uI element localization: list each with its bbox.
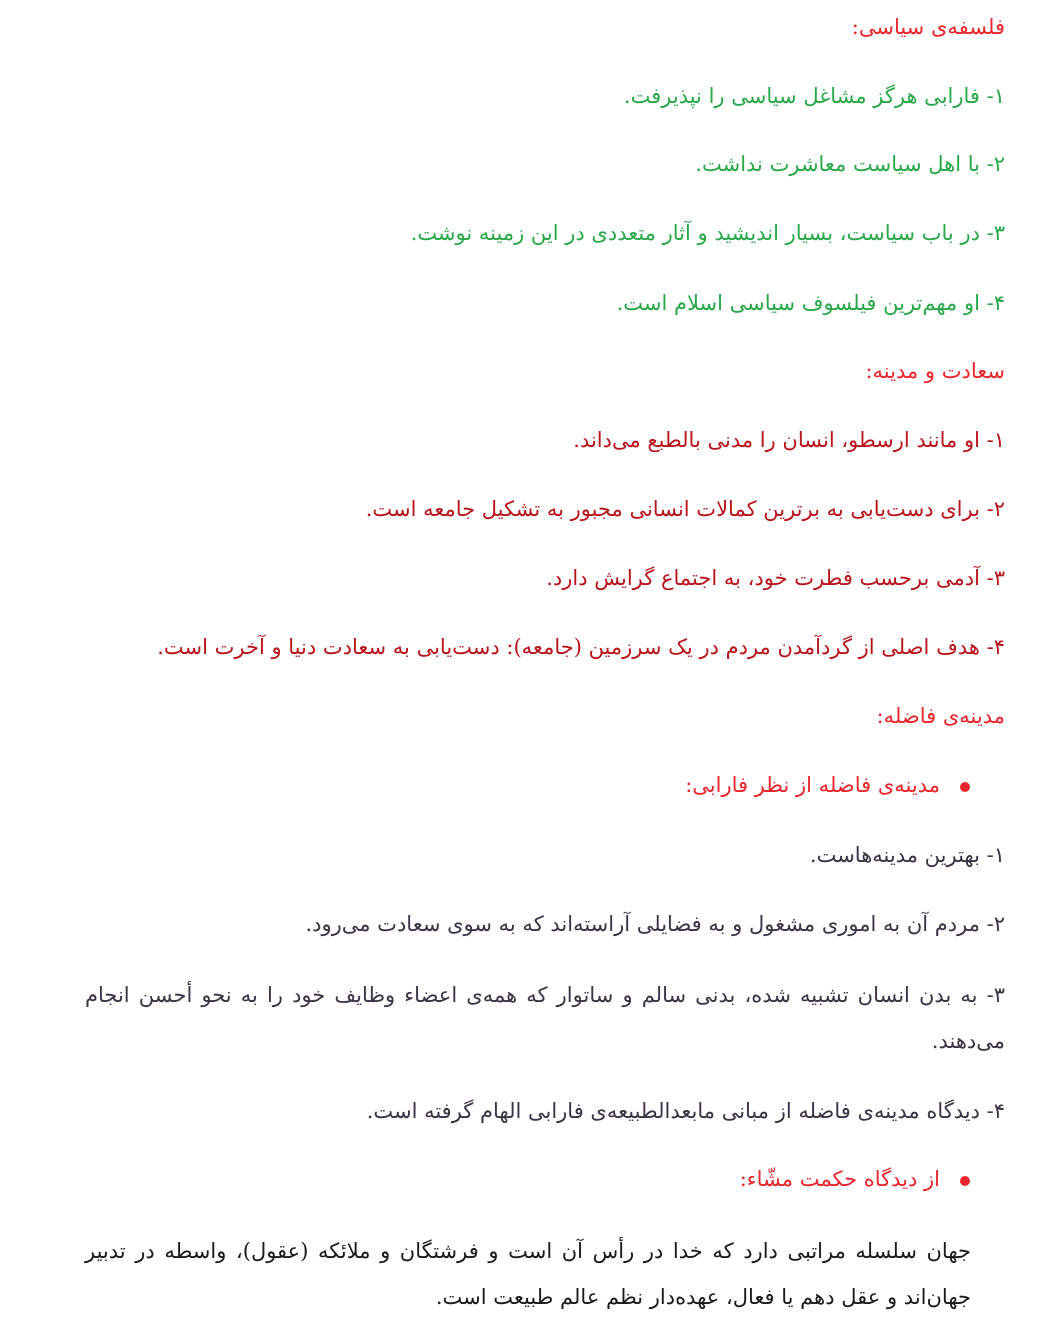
list-item: ۴- دیدگاه مدینه‌ی فاضله از مبانی مابعدالطبیعه‌ی فارابی الهام گرفته است. (366, 1099, 1005, 1123)
bullet-dot-icon (960, 1176, 970, 1186)
bullet-peripatetic (740, 1164, 970, 1194)
section-title-happiness-city: سعادت و مدینه: (865, 359, 1005, 383)
list-item: ۴- هدف اصلی از گردآمدن مردم در یک سرزمین (جامعه): دست‌یابی به سعادت دنیا و آخرت است. (157, 635, 1005, 659)
bullet-peripatetic-label: از دیدگاه حکمت مشّاء: (739, 1167, 940, 1191)
list-item: ۲- برای دست‌یابی به برترین کمالات انسانی مجبور به تشکیل جامعه است. (365, 497, 1005, 521)
list-item: ۳- آدمی برحسب فطرت خود، به اجتماع گرایش دارد. (546, 566, 1005, 590)
list-item: ۴- او مهم‌ترین فیلسوف سیاسی اسلام است. (616, 291, 1005, 315)
list-item: ۱- فارابی هرگز مشاغل سیاسی را نپذیرفت. (623, 84, 1005, 108)
section-title-virtuous-city: مدینه‌ی فاضله: (876, 704, 1005, 728)
section-title-political-philosophy: فلسفه‌ی سیاسی: (851, 15, 1005, 39)
peripatetic-paragraph: جهان سلسله مراتبی دارد که خدا در رأس آن است و فرشتگان و ملائکه (عقول)، واسطه در تدبیر جهان‌اند و عقل دهم یا فعال، عهده‌دار نظم عالم طبیعت است. (85, 1239, 971, 1309)
list-item: ۳- در باب سیاست، بسیار اندیشید و آثار متعددی در این زمینه نوشت. (410, 221, 1005, 245)
bullet-farabi (685, 770, 970, 800)
bullet-farabi-label: مدینه‌ی فاضله از نظر فارابی: (685, 773, 940, 797)
list-item: ۱- بهترین مدینه‌هاست. (809, 843, 1005, 867)
list-item: ۳- به بدن انسان تشبیه شده، بدنی سالم و ساتوار که همه‌ی اعضاء وظایف خود را به نحو أحسن انجام می‌دهند. (85, 983, 1005, 1053)
list-item: ۱- او مانند ارسطو، انسان را مدنی بالطبع می‌داند. (573, 428, 1005, 452)
bullet-dot-icon (960, 782, 970, 792)
list-item: ۲- با اهل سیاست معاشرت نداشت. (695, 152, 1005, 176)
list-item: ۲- مردم آن به اموری مشغول و به فضایلی آراسته‌اند که به سوی سعادت می‌رود. (305, 912, 1005, 936)
